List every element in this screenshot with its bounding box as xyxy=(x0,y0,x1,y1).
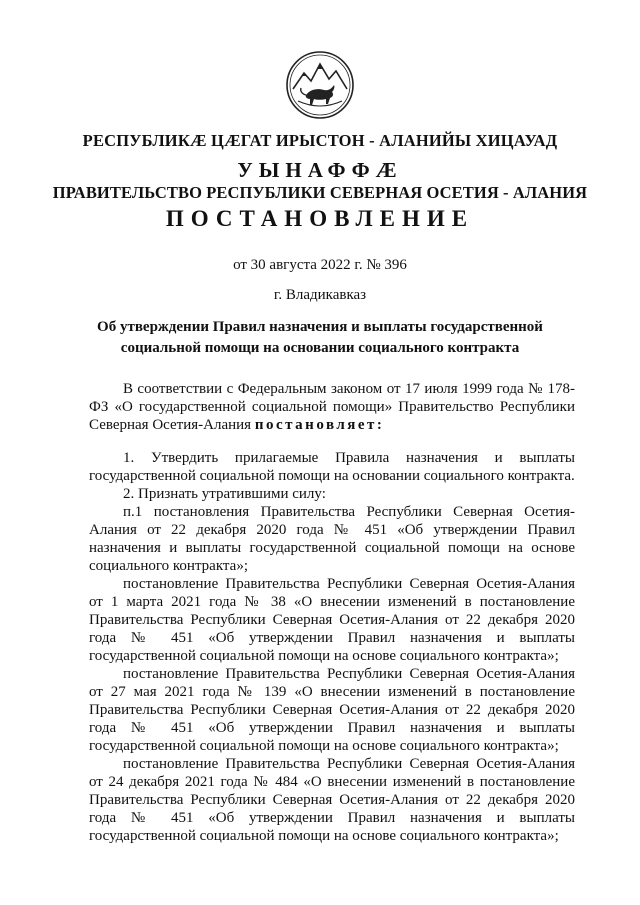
preamble-text: В соответствии с Федеральным законом от 17 июля 1999 года № 178-ФЗ «О государственной социальной помощи» Правительство Республики Северная Осетия-Алания xyxy=(89,381,575,433)
coat-of-arms-icon xyxy=(284,49,356,121)
header-russian-line: ПРАВИТЕЛЬСТВО РЕСПУБЛИКИ СЕВЕРНАЯ ОСЕТИЯ - АЛАНИЯ xyxy=(52,183,588,202)
document-title xyxy=(60,317,580,359)
paragraph-3: п.1 постановления Правительства Республики Северная Осетия-Алания от 22 декабря 2020 года № 451 «Об утверждении Правил назначения и выплаты государственной социальной помощи на основе социального контракта»; xyxy=(89,504,575,574)
paragraph-6: постановление Правительства Республики Северная Осетия-Алания от 24 декабря 2021 года № 484 «О внесении изменений в постановление Правительства Республики Северная Осетия-Алания от 22 декабря 2020 года № 451 «Об утверждении Правил назначения и выплаты государственной социальной помощи на основе социального контракта»; xyxy=(89,756,575,844)
document-body xyxy=(89,380,575,845)
document-date-number: от 30 августа 2022 г. № 396 xyxy=(233,257,407,273)
preamble-emphasis: постановляет: xyxy=(254,417,385,433)
header-ossetian-line: РЕСПУБЛИКӔ ЦӔГАТ ИРЫСТОН - АЛАНИЙЫ ХИЦАУАД xyxy=(82,131,558,150)
paragraph-2: 2. Признать утратившими силу: xyxy=(123,486,326,502)
paragraph-4: постановление Правительства Республики Северная Осетия-Алания от 1 марта 2021 года № 38 «О внесении изменений в постановление Правительства Республики Северная Осетия-Алания от 22 декабря 2020 года № 451 «Об утверждении Правил назначения и выплаты государственной социальной помощи на основе социального контракта»; xyxy=(89,576,575,664)
paragraph-5: постановление Правительства Республики Северная Осетия-Алания от 27 мая 2021 года № 139 «О внесении изменений в постановление Правительства Республики Северная Осетия-Алания от 22 декабря 2020 года № 451 «Об утверждении Правил назначения и выплаты государственной социальной помощи на основе социального контракта»; xyxy=(89,666,575,754)
header-russian-doc-type: ПОСТАНОВЛЕНИЕ xyxy=(165,206,475,231)
preamble-paragraph xyxy=(89,380,575,434)
document-title-line-2: социальной помощи на основании социального контракта xyxy=(120,340,520,356)
document-title-line-1: Об утверждении Правил назначения и выплаты государственной xyxy=(97,319,543,335)
document-city: г. Владикавказ xyxy=(273,287,367,303)
paragraph-1: 1. Утвердить прилагаемые Правила назначения и выплаты государственной социальной помощи на основании социального контракта. xyxy=(89,450,575,484)
header-ossetian-doc-type: УЫНАФФӔ xyxy=(237,158,403,182)
